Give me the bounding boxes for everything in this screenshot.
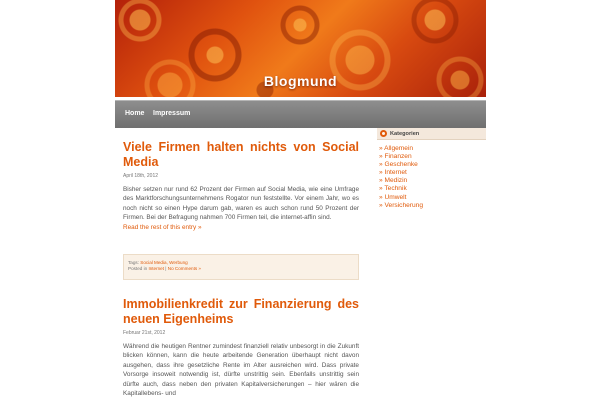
- post-date: Februar 21st, 2012: [123, 330, 166, 336]
- post-title[interactable]: Immobilienkredit zur Finanzierung des neuen Eigenheims: [123, 297, 359, 326]
- categories-widget-header: [377, 128, 486, 140]
- category-link[interactable]: Internet: [148, 266, 165, 271]
- post-excerpt: Während die heutigen Rentner zumindest finanziell relativ unbesorgt in die Zukunft blicken können, kann die heute arbeitende Generation überhaupt nicht davon ausgehen, dass ihre gesetzliche Rente im Alter ausreichen wird. Dass private Vorsorge insoweit notwendig ist, dürfte unstrittig sein. Ebenfalls unstrittig sein dürfte auch, dass neben den privaten Kapitalversicherungen – hier wären die Kapitallebens- und: [123, 343, 359, 398]
- post-excerpt: Bisher setzen nur rund 62 Prozent der Firmen auf Social Media, wie eine Umfrage des Marktforschungsunternehmens Rogator nun feststellte. Vor einem Jahr, wo es noch nicht so einen Hype darum gab, waren es auch schon rund 50 Prozent der Firmen. Bei der Befragung nahmen 700 Firmen teil, die internet-affin sind.: [123, 186, 359, 222]
- read-more-link[interactable]: Read the rest of this entry »: [123, 223, 202, 231]
- category-item-versicherung[interactable]: » Versicherung: [379, 201, 423, 209]
- post-category-line: [128, 266, 354, 272]
- category-item-umwelt[interactable]: » Umwelt: [379, 193, 407, 201]
- tags-link[interactable]: Social Media, Werbung: [140, 260, 188, 265]
- post-title[interactable]: Viele Firmen halten nichts von Social Media: [123, 140, 359, 169]
- tags-label: Tags:: [128, 260, 139, 265]
- category-item-finanzen[interactable]: » Finanzen: [379, 153, 412, 161]
- post-body: [123, 342, 359, 398]
- meta-separator: |: [165, 266, 167, 271]
- main-nav: [115, 100, 486, 128]
- category-item-geschenke[interactable]: » Geschenke: [379, 161, 418, 169]
- category-item-medizin[interactable]: » Medizin: [379, 177, 408, 185]
- widget-title: Kategorien: [390, 131, 420, 137]
- posted-in-label: Posted in: [128, 266, 148, 271]
- category-item-allgemein[interactable]: » Allgemein: [379, 145, 414, 152]
- site-header: [115, 0, 486, 100]
- nav-home[interactable]: Home: [125, 110, 145, 117]
- category-list: [379, 145, 423, 210]
- post-meta: [123, 254, 359, 280]
- category-item-technik[interactable]: » Technik: [379, 185, 407, 193]
- category-item-internet[interactable]: » Internet: [379, 169, 407, 177]
- post-date: April 18th, 2012: [123, 173, 159, 179]
- nav-impressum[interactable]: Impressum: [153, 110, 191, 117]
- post-body: [123, 185, 359, 232]
- site-wrapper: [115, 0, 486, 400]
- circle-icon: [380, 130, 387, 137]
- comments-link[interactable]: No Comments »: [167, 266, 201, 271]
- site-title[interactable]: Blogmund: [263, 73, 338, 89]
